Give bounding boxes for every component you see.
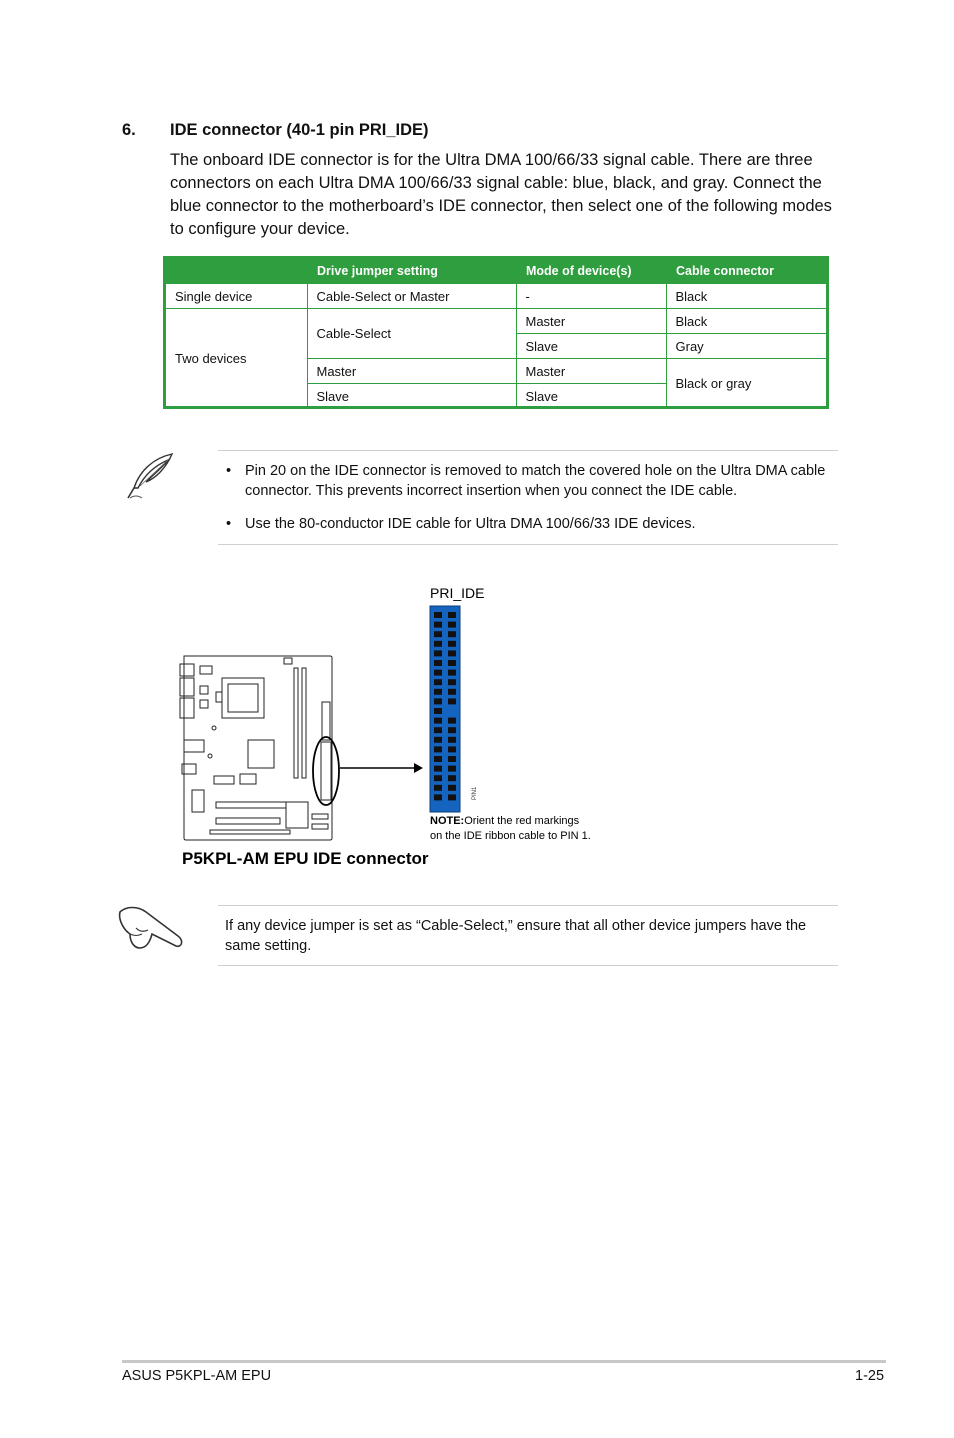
connector-pin bbox=[448, 631, 456, 637]
section-number: 6. bbox=[122, 121, 136, 139]
table-cell: Gray bbox=[666, 334, 826, 359]
caution-bottom-rule bbox=[218, 965, 838, 966]
footer-rule bbox=[122, 1360, 886, 1363]
bullet: • bbox=[226, 463, 232, 479]
connector-pin bbox=[448, 746, 456, 752]
table-cell: Master bbox=[516, 359, 666, 384]
table-header bbox=[166, 259, 307, 284]
connector-pin bbox=[434, 766, 442, 772]
connector-pin bbox=[434, 718, 442, 724]
diagram-note-bold: NOTE: bbox=[430, 815, 465, 827]
connector-pin bbox=[434, 794, 442, 800]
caution-text: If any device jumper is set as “Cable-Select,” ensure that all other device jumpers have the same setting. bbox=[225, 918, 807, 954]
connector-pin bbox=[434, 737, 442, 743]
connector-pin bbox=[448, 727, 456, 733]
pointing-hand-icon bbox=[116, 902, 188, 954]
bullet: • bbox=[226, 516, 232, 532]
diagram-caption: P5KPL-AM EPU IDE connector bbox=[182, 849, 429, 868]
table-header-row bbox=[166, 259, 826, 284]
table-cell: Slave bbox=[307, 384, 516, 409]
connector-pin bbox=[434, 756, 442, 762]
bullet-text: Use the 80-conductor IDE cable for Ultra DMA 100/66/33 IDE devices. bbox=[245, 516, 696, 532]
section-title: IDE connector (40-1 pin PRI_IDE) bbox=[170, 121, 429, 139]
list-item bbox=[218, 514, 830, 534]
table-cell: Black bbox=[666, 309, 826, 334]
connector-pin bbox=[434, 612, 442, 618]
connector-pin bbox=[434, 746, 442, 752]
connector-pin bbox=[434, 679, 442, 685]
connector-pin bbox=[434, 689, 442, 695]
table-cell: Single device bbox=[166, 284, 307, 309]
ide-modes-table bbox=[163, 256, 829, 409]
connector-pin bbox=[448, 775, 456, 781]
diagram-note-text: Orient the red markings bbox=[464, 815, 580, 827]
connector-label: PRI_IDE bbox=[430, 585, 485, 601]
connector-pin bbox=[448, 718, 456, 724]
connector-pin bbox=[448, 641, 456, 647]
connector-pin bbox=[448, 698, 456, 704]
footer-product: ASUS P5KPL-AM EPU bbox=[122, 1368, 272, 1384]
caution-top-rule bbox=[218, 905, 838, 906]
table-cell: Master bbox=[307, 359, 516, 384]
connector-pin bbox=[434, 727, 442, 733]
connector-pin bbox=[448, 622, 456, 628]
connector-pin bbox=[434, 785, 442, 791]
list-item bbox=[218, 461, 830, 501]
motherboard-outline bbox=[180, 656, 332, 840]
table-cell: Cable-Select or Master bbox=[307, 284, 516, 309]
bullet-text: Pin 20 on the IDE connector is removed to match the covered hole on the Ultra DMA cable connector. This prevents incorrect insertion when you connect the IDE cable. bbox=[245, 463, 826, 499]
connector-pin bbox=[448, 660, 456, 666]
connector-pin bbox=[448, 679, 456, 685]
table-cell: Slave bbox=[516, 334, 666, 359]
note-top-rule bbox=[218, 450, 838, 451]
page-number: 1-25 bbox=[855, 1368, 885, 1384]
connector-pin bbox=[434, 708, 442, 714]
connector-pin bbox=[434, 650, 442, 656]
connector-pin bbox=[448, 794, 456, 800]
table-cell: Master bbox=[516, 309, 666, 334]
connector-pin bbox=[448, 650, 456, 656]
connector-pin bbox=[448, 670, 456, 676]
table-cell: Slave bbox=[516, 384, 666, 409]
table-cell: Black bbox=[666, 284, 826, 309]
connector-pin bbox=[448, 766, 456, 772]
connector-pin bbox=[434, 660, 442, 666]
ide-connector-diagram bbox=[170, 578, 640, 878]
table-row bbox=[166, 284, 826, 309]
connector-pin bbox=[434, 631, 442, 637]
connector-pin bbox=[448, 689, 456, 695]
note-bottom-rule bbox=[218, 544, 838, 545]
note-bullets bbox=[218, 461, 830, 534]
table-cell: Two devices bbox=[166, 309, 307, 409]
diagram-note-line1 bbox=[430, 815, 580, 827]
table-cell: Cable-Select bbox=[307, 309, 516, 359]
board-ide-connector bbox=[321, 742, 331, 800]
diagram-note-line2: on the IDE ribbon cable to PIN 1. bbox=[430, 830, 591, 842]
table-row bbox=[166, 309, 826, 334]
connector-pin bbox=[434, 775, 442, 781]
highlight-circle bbox=[313, 737, 339, 805]
connector-pin bbox=[434, 698, 442, 704]
table-cell: Black or gray bbox=[666, 359, 826, 409]
pointer-arrow-head bbox=[414, 763, 423, 773]
connector-pin bbox=[448, 785, 456, 791]
quill-pen-icon bbox=[124, 452, 176, 500]
table-header: Mode of device(s) bbox=[516, 259, 666, 284]
connector-pin bbox=[448, 737, 456, 743]
table-header: Drive jumper setting bbox=[307, 259, 516, 284]
section-intro: The onboard IDE connector is for the Ultra DMA 100/66/33 signal cable. There are three connectors on each Ultra DMA 100/66/33 signal cable: blue, black, and gray. Connect the blue connector to the motherboard’s IDE connector, then select one of the following modes to configure your device. bbox=[170, 151, 832, 238]
connector-pin bbox=[448, 612, 456, 618]
connector-pin bbox=[434, 622, 442, 628]
table-cell: - bbox=[516, 284, 666, 309]
pin1-label: PIN1 bbox=[472, 786, 478, 800]
connector-pin bbox=[434, 670, 442, 676]
table-header: Cable connector bbox=[666, 259, 826, 284]
connector-pin bbox=[448, 756, 456, 762]
connector-pin bbox=[434, 641, 442, 647]
